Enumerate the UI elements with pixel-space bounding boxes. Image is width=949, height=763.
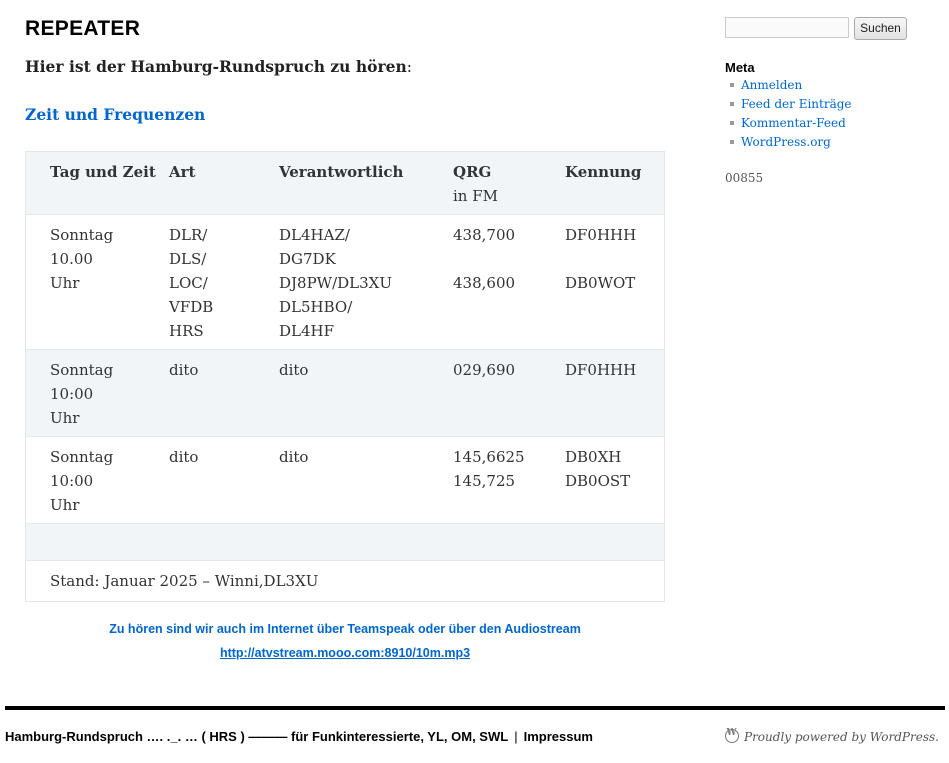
cell-line: 10.00	[50, 250, 93, 268]
cell-line: LOC/	[169, 274, 208, 292]
header-verantwortlich: Verantwortlich	[279, 163, 404, 181]
cell-line: DJ8PW/DL3XU	[279, 274, 392, 292]
table-row	[26, 215, 665, 350]
cell-line: 145,6625	[453, 448, 525, 466]
cell-line: DG7DK	[279, 250, 336, 268]
cell-line: DF0HHH	[565, 226, 637, 244]
cell-verantwortlich	[279, 215, 453, 350]
cell-line: 145,725	[453, 472, 516, 490]
meta-link-feed[interactable]: Feed der Einträge	[741, 97, 852, 111]
cell-day	[26, 350, 170, 437]
footer-divider	[5, 706, 945, 710]
meta-item-comments	[730, 114, 852, 133]
search-input[interactable]	[725, 17, 849, 38]
section-heading: Zeit und Frequenzen	[25, 105, 206, 124]
cell-art: dito	[169, 361, 199, 379]
cell-qrg	[453, 215, 565, 350]
page-title: REPEATER	[25, 17, 141, 40]
header-tag-zeit: Tag und Zeit	[50, 163, 156, 181]
intro-label: Hier ist der Hamburg-Rundspruch zu hören	[25, 57, 407, 76]
cell-line: DLS/	[169, 250, 207, 268]
stream-link[interactable]: http://atvstream.mooo.com:8910/10m.mp3	[219, 646, 471, 660]
cell-line: Sonntag	[50, 226, 114, 244]
meta-link-comments-feed[interactable]: Kommentar-Feed	[741, 116, 846, 130]
header-qrg-label: QRG	[453, 163, 492, 181]
cell-line: Uhr	[50, 409, 80, 427]
cell-day	[26, 215, 170, 350]
table-row	[26, 350, 665, 437]
table-header-row	[26, 152, 665, 215]
header-qrg	[453, 152, 565, 215]
stream-info	[25, 617, 665, 665]
table-row-stand	[26, 561, 665, 602]
intro-text	[25, 57, 412, 76]
cell-line: VFDB	[169, 298, 214, 316]
cell-line: HRS	[169, 322, 204, 340]
intro-colon: :	[406, 58, 412, 76]
cell-line: Uhr	[50, 274, 80, 292]
footer-site-link[interactable]: Hamburg-Rundspruch …. ._. … ( HRS ) ——— für Funkinteressierte, YL, OM, SWL	[5, 729, 509, 744]
header-qrg-unit: in FM	[453, 187, 498, 205]
meta-list	[730, 76, 852, 152]
meta-item-feed	[730, 95, 852, 114]
wordpress-icon	[725, 729, 739, 743]
search-button[interactable]: Suchen	[854, 17, 907, 40]
cell-line: DB0WOT	[565, 274, 636, 292]
cell-line: DL4HF	[279, 322, 335, 340]
meta-item-wordpress	[730, 133, 852, 152]
meta-link-wordpress[interactable]: WordPress.org	[741, 135, 831, 149]
cell-line: Sonntag	[50, 448, 114, 466]
cell-line: 10:00	[50, 385, 94, 403]
table-row-empty	[26, 524, 665, 561]
cell-qrg	[453, 437, 565, 524]
header-art: Art	[169, 163, 196, 181]
cell-verantwortlich: dito	[279, 448, 309, 466]
footer-impressum-link[interactable]: Impressum	[523, 729, 593, 744]
cell-art: dito	[169, 448, 199, 466]
header-kennung: Kennung	[565, 163, 642, 181]
cell-kennung	[565, 215, 665, 350]
visitor-counter: 00855	[725, 171, 764, 185]
cell-line: 438,600	[453, 274, 516, 292]
footer-site-info	[5, 729, 593, 744]
cell-kennung	[565, 437, 665, 524]
table-row	[26, 437, 665, 524]
frequency-table	[25, 151, 665, 602]
footer-powered-text: Proudly powered by WordPress.	[744, 730, 939, 744]
cell-line: DB0OST	[565, 472, 631, 490]
cell-line: 438,700	[453, 226, 516, 244]
cell-line: DL4HAZ/	[279, 226, 350, 244]
meta-item-login	[730, 76, 852, 95]
cell-line: Sonntag	[50, 361, 114, 379]
footer-separator: |	[514, 729, 518, 744]
meta-heading: Meta	[725, 60, 755, 75]
cell-art	[169, 215, 279, 350]
cell-line: DLR/	[169, 226, 208, 244]
cell-verantwortlich: dito	[279, 361, 309, 379]
stand-cell: Stand: Januar 2025 – Winni,DL3XU	[50, 572, 319, 590]
cell-line: DL5HBO/	[279, 298, 353, 316]
stream-text: Zu hören sind wir auch im Internet über Teamspeak oder über den Audiostream	[109, 622, 581, 636]
meta-link-anmelden[interactable]: Anmelden	[741, 78, 803, 92]
cell-qrg: 029,690	[453, 361, 516, 379]
cell-line: 10:00	[50, 472, 94, 490]
empty-cell	[26, 524, 665, 561]
footer-powered[interactable]	[725, 729, 939, 744]
cell-line: DB0XH	[565, 448, 622, 466]
cell-kennung: DF0HHH	[565, 361, 637, 379]
cell-day	[26, 437, 170, 524]
cell-line: Uhr	[50, 496, 80, 514]
